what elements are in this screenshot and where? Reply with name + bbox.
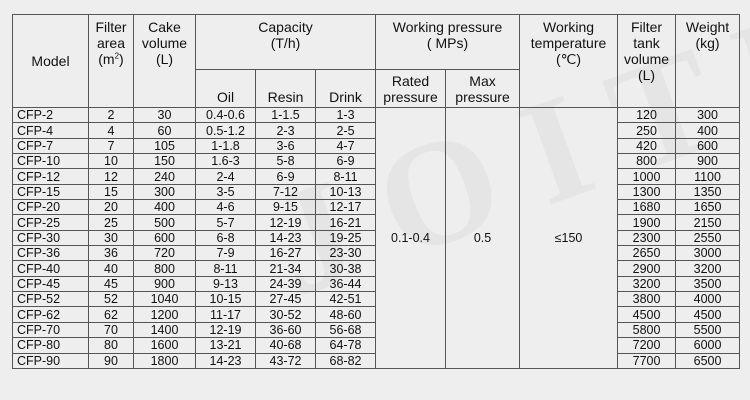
cell-resin: 16-27 xyxy=(256,246,316,261)
cell-filter-area: 80 xyxy=(89,338,134,353)
cell-cake-volume: 800 xyxy=(134,261,196,276)
header-resin: Resin xyxy=(256,70,316,108)
cell-filter-area: 20 xyxy=(89,200,134,215)
cell-oil: 2-4 xyxy=(196,169,256,184)
cell-cake-volume: 1800 xyxy=(134,353,196,368)
header-drink: Drink xyxy=(316,70,376,108)
cell-cake-volume: 400 xyxy=(134,200,196,215)
cell-weight: 1100 xyxy=(676,169,740,184)
cell-resin: 1-1.5 xyxy=(256,108,316,123)
cell-resin: 9-15 xyxy=(256,200,316,215)
cell-working-temperature: ≤150 xyxy=(520,108,618,369)
table-row xyxy=(13,108,740,123)
cell-weight: 900 xyxy=(676,154,740,169)
cell-model: CFP-80 xyxy=(13,338,89,353)
table-header xyxy=(13,15,740,108)
cell-cake-volume: 1040 xyxy=(134,292,196,307)
cell-oil: 7-9 xyxy=(196,246,256,261)
cell-drink: 42-51 xyxy=(316,292,376,307)
cell-resin: 43-72 xyxy=(256,353,316,368)
cell-oil: 12-19 xyxy=(196,322,256,337)
cell-filter-tank-volume: 3800 xyxy=(618,292,676,307)
cell-filter-tank-volume: 1000 xyxy=(618,169,676,184)
cell-rated-pressure: 0.1-0.4 xyxy=(376,108,446,369)
cell-weight: 4500 xyxy=(676,307,740,322)
cell-drink: 19-25 xyxy=(316,230,376,245)
cell-resin: 40-68 xyxy=(256,338,316,353)
cell-drink: 8-11 xyxy=(316,169,376,184)
cell-filter-tank-volume: 7700 xyxy=(618,353,676,368)
header-oil: Oil xyxy=(196,70,256,108)
cell-drink: 36-44 xyxy=(316,276,376,291)
cell-model: CFP-12 xyxy=(13,169,89,184)
cell-filter-area: 15 xyxy=(89,184,134,199)
cell-weight: 400 xyxy=(676,123,740,138)
cell-resin: 36-60 xyxy=(256,322,316,337)
cell-weight: 3000 xyxy=(676,246,740,261)
cell-filter-tank-volume: 420 xyxy=(618,138,676,153)
cell-filter-area: 70 xyxy=(89,322,134,337)
header-max-pressure: Max pressure xyxy=(446,70,520,108)
cell-drink: 68-82 xyxy=(316,353,376,368)
cell-model: CFP-30 xyxy=(13,230,89,245)
cell-cake-volume: 500 xyxy=(134,215,196,230)
cell-model: CFP-2 xyxy=(13,108,89,123)
table-body xyxy=(13,108,740,369)
cell-oil: 1-1.8 xyxy=(196,138,256,153)
cell-cake-volume: 720 xyxy=(134,246,196,261)
cell-weight: 1350 xyxy=(676,184,740,199)
cell-resin: 12-19 xyxy=(256,215,316,230)
cell-weight: 6500 xyxy=(676,353,740,368)
cell-cake-volume: 600 xyxy=(134,230,196,245)
cell-filter-area: 45 xyxy=(89,276,134,291)
cell-drink: 4-7 xyxy=(316,138,376,153)
cell-weight: 300 xyxy=(676,108,740,123)
cell-filter-area: 90 xyxy=(89,353,134,368)
cell-oil: 13-21 xyxy=(196,338,256,353)
header-weight: Weight (kg) xyxy=(676,15,740,108)
cell-weight: 3500 xyxy=(676,276,740,291)
cell-resin: 21-34 xyxy=(256,261,316,276)
cell-weight: 600 xyxy=(676,138,740,153)
cell-filter-tank-volume: 4500 xyxy=(618,307,676,322)
cell-filter-area: 40 xyxy=(89,261,134,276)
cell-model: CFP-10 xyxy=(13,154,89,169)
cell-filter-area: 4 xyxy=(89,123,134,138)
spec-table xyxy=(12,14,740,369)
cell-model: CFP-70 xyxy=(13,322,89,337)
cell-drink: 56-68 xyxy=(316,322,376,337)
cell-filter-area: 7 xyxy=(89,138,134,153)
cell-drink: 16-21 xyxy=(316,215,376,230)
header-working-pressure: Working pressure ( MPs) xyxy=(376,15,520,70)
cell-oil: 8-11 xyxy=(196,261,256,276)
cell-filter-area: 10 xyxy=(89,154,134,169)
cell-drink: 1-3 xyxy=(316,108,376,123)
cell-resin: 24-39 xyxy=(256,276,316,291)
cell-filter-tank-volume: 2300 xyxy=(618,230,676,245)
cell-oil: 11-17 xyxy=(196,307,256,322)
cell-filter-tank-volume: 120 xyxy=(618,108,676,123)
cell-drink: 23-30 xyxy=(316,246,376,261)
cell-filter-area: 52 xyxy=(89,292,134,307)
header-filter-tank-volume: Filter tank volume (L) xyxy=(618,15,676,108)
cell-oil: 3-5 xyxy=(196,184,256,199)
cell-model: CFP-20 xyxy=(13,200,89,215)
header-filter-area: Filter area $(m^2)$ xyxy=(89,15,134,108)
cell-weight: 5500 xyxy=(676,322,740,337)
cell-weight: 2550 xyxy=(676,230,740,245)
cell-resin: 5-8 xyxy=(256,154,316,169)
cell-filter-tank-volume: 1900 xyxy=(618,215,676,230)
cell-model: CFP-25 xyxy=(13,215,89,230)
cell-resin: 7-12 xyxy=(256,184,316,199)
cell-resin: 27-45 xyxy=(256,292,316,307)
cell-filter-tank-volume: 250 xyxy=(618,123,676,138)
cell-model: CFP-40 xyxy=(13,261,89,276)
cell-cake-volume: 900 xyxy=(134,276,196,291)
cell-drink: 30-38 xyxy=(316,261,376,276)
cell-drink: 48-60 xyxy=(316,307,376,322)
cell-oil: 10-15 xyxy=(196,292,256,307)
cell-model: CFP-15 xyxy=(13,184,89,199)
cell-filter-tank-volume: 1680 xyxy=(618,200,676,215)
cell-weight: 1650 xyxy=(676,200,740,215)
cell-cake-volume: 105 xyxy=(134,138,196,153)
header-cake-volume: Cake volume (L) xyxy=(134,15,196,108)
cell-oil: 14-23 xyxy=(196,353,256,368)
cell-drink: 12-17 xyxy=(316,200,376,215)
cell-model: CFP-62 xyxy=(13,307,89,322)
cell-model: CFP-90 xyxy=(13,353,89,368)
cell-drink: 6-9 xyxy=(316,154,376,169)
cell-filter-tank-volume: 7200 xyxy=(618,338,676,353)
cell-filter-area: 30 xyxy=(89,230,134,245)
cell-resin: 14-23 xyxy=(256,230,316,245)
header-rated-pressure: Rated pressure xyxy=(376,70,446,108)
cell-oil: 0.5-1.2 xyxy=(196,123,256,138)
cell-filter-area: 2 xyxy=(89,108,134,123)
cell-cake-volume: 30 xyxy=(134,108,196,123)
cell-weight: 6000 xyxy=(676,338,740,353)
cell-drink: 10-13 xyxy=(316,184,376,199)
cell-model: CFP-36 xyxy=(13,246,89,261)
cell-model: CFP-45 xyxy=(13,276,89,291)
header-working-temperature: Working temperature (℃) xyxy=(520,15,618,108)
cell-resin: 6-9 xyxy=(256,169,316,184)
cell-model: CFP-52 xyxy=(13,292,89,307)
cell-resin: 30-52 xyxy=(256,307,316,322)
cell-filter-area: 12 xyxy=(89,169,134,184)
cell-oil: 6-8 xyxy=(196,230,256,245)
cell-resin: 2-3 xyxy=(256,123,316,138)
cell-filter-tank-volume: 800 xyxy=(618,154,676,169)
cell-weight: 3200 xyxy=(676,261,740,276)
cell-cake-volume: 1600 xyxy=(134,338,196,353)
cell-oil: 5-7 xyxy=(196,215,256,230)
cell-weight: 2150 xyxy=(676,215,740,230)
cell-filter-tank-volume: 1300 xyxy=(618,184,676,199)
cell-max-pressure: 0.5 xyxy=(446,108,520,369)
cell-cake-volume: 60 xyxy=(134,123,196,138)
cell-filter-tank-volume: 2650 xyxy=(618,246,676,261)
cell-filter-tank-volume: 3200 xyxy=(618,276,676,291)
cell-model: CFP-7 xyxy=(13,138,89,153)
cell-oil: 4-6 xyxy=(196,200,256,215)
cell-oil: 0.4-0.6 xyxy=(196,108,256,123)
cell-weight: 4000 xyxy=(676,292,740,307)
cell-drink: 64-78 xyxy=(316,338,376,353)
cell-cake-volume: 300 xyxy=(134,184,196,199)
cell-drink: 2-5 xyxy=(316,123,376,138)
cell-cake-volume: 1400 xyxy=(134,322,196,337)
cell-model: CFP-4 xyxy=(13,123,89,138)
cell-resin: 3-6 xyxy=(256,138,316,153)
cell-filter-tank-volume: 2900 xyxy=(618,261,676,276)
cell-filter-area: 36 xyxy=(89,246,134,261)
cell-filter-area: 25 xyxy=(89,215,134,230)
cell-cake-volume: 240 xyxy=(134,169,196,184)
cell-cake-volume: 150 xyxy=(134,154,196,169)
header-capacity: Capacity (T/h) xyxy=(196,15,376,70)
cell-filter-area: 62 xyxy=(89,307,134,322)
cell-cake-volume: 1200 xyxy=(134,307,196,322)
cell-oil: 1.6-3 xyxy=(196,154,256,169)
header-model: Model xyxy=(13,15,89,108)
cell-oil: 9-13 xyxy=(196,276,256,291)
cell-filter-tank-volume: 5800 xyxy=(618,322,676,337)
